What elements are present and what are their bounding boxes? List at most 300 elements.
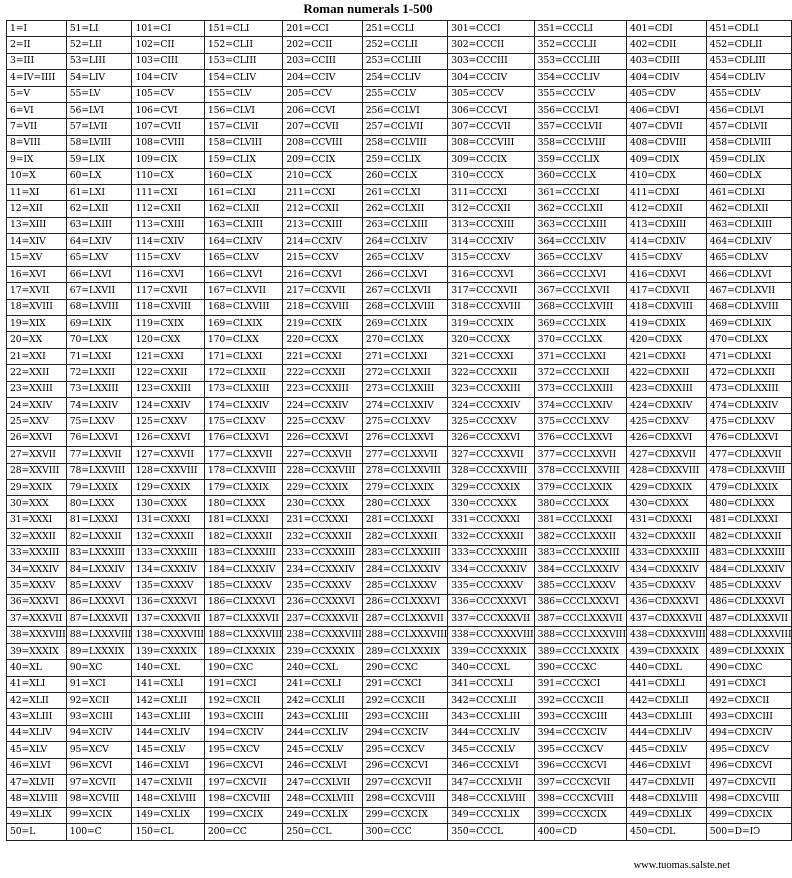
numeral-cell: 354=CCCLIV — [534, 70, 626, 86]
numeral-cell: 171=CLXXI — [204, 348, 282, 364]
numeral-cell: 125=CXXV — [132, 414, 204, 430]
numeral-cell: 136=CXXXVI — [132, 594, 204, 610]
numeral-cell: 52=LII — [66, 37, 132, 53]
numeral-cell: 108=CVIII — [132, 135, 204, 151]
numeral-cell: 65=LXV — [66, 250, 132, 266]
numeral-cell: 46=XLVI — [7, 758, 67, 774]
numeral-cell: 339=CCCXXXIX — [448, 643, 534, 659]
table-row — [7, 102, 792, 118]
numeral-cell: 458=CDLVIII — [706, 135, 792, 151]
numeral-cell: 226=CCXXVI — [283, 430, 362, 446]
numeral-cell: 16=XVI — [7, 266, 67, 282]
numeral-cell: 342=CCCXLII — [448, 693, 534, 709]
numeral-cell: 461=CDLXI — [706, 184, 792, 200]
numeral-cell: 284=CCLXXXIV — [362, 561, 447, 577]
numeral-cell: 415=CDXV — [626, 250, 706, 266]
numeral-cell: 393=CCCXCIII — [534, 709, 626, 725]
numeral-cell: 101=CI — [132, 21, 204, 37]
numeral-cell: 179=CLXXIX — [204, 479, 282, 495]
numeral-cell: 241=CCXLI — [283, 676, 362, 692]
numeral-cell: 49=XLIX — [7, 807, 67, 823]
numeral-cell: 299=CCXCIX — [362, 807, 447, 823]
numeral-cell: 275=CCLXXV — [362, 414, 447, 430]
numeral-cell: 63=LXIII — [66, 217, 132, 233]
numeral-cell: 377=CCCLXXVII — [534, 447, 626, 463]
table-row — [7, 365, 792, 381]
numeral-cell: 254=CCLIV — [362, 70, 447, 86]
numeral-cell: 428=CDXXVIII — [626, 463, 706, 479]
numeral-cell: 2=II — [7, 37, 67, 53]
numeral-cell: 76=LXXVI — [66, 430, 132, 446]
numeral-cell: 380=CCCLXXX — [534, 496, 626, 512]
numeral-cell: 109=CIX — [132, 152, 204, 168]
table-row — [7, 250, 792, 266]
numeral-cell: 343=CCCXLIII — [448, 709, 534, 725]
numeral-cell: 324=CCCXXIV — [448, 397, 534, 413]
numeral-cell: 323=CCCXXIII — [448, 381, 534, 397]
numeral-cell: 369=CCCLXIX — [534, 316, 626, 332]
numeral-cell: 406=CDVI — [626, 102, 706, 118]
table-row — [7, 594, 792, 610]
numeral-cell: 102=CII — [132, 37, 204, 53]
numeral-cell: 475=CDLXXV — [706, 414, 792, 430]
numeral-cell: 495=CDXCV — [706, 742, 792, 758]
numeral-cell: 411=CDXI — [626, 184, 706, 200]
numeral-cell: 390=CCCXC — [534, 660, 626, 676]
numeral-cell: 409=CDIX — [626, 152, 706, 168]
numeral-cell: 264=CCLXIV — [362, 234, 447, 250]
numeral-cell: 41=XLI — [7, 676, 67, 692]
numeral-cell: 312=CCCXII — [448, 201, 534, 217]
numeral-cell: 349=CCCXLIX — [448, 807, 534, 823]
numeral-cell: 203=CCIII — [283, 53, 362, 69]
numeral-cell: 54=LIV — [66, 70, 132, 86]
numeral-cell: 3=III — [7, 53, 67, 69]
numeral-cell: 44=XLIV — [7, 725, 67, 741]
numeral-cell: 392=CCCXCII — [534, 693, 626, 709]
numeral-cell: 224=CCXXIV — [283, 397, 362, 413]
numeral-cell: 288=CCLXXXVIII — [362, 627, 447, 643]
numeral-cell: 28=XXVIII — [7, 463, 67, 479]
numeral-cell: 114=CXIV — [132, 234, 204, 250]
numeral-cell: 19=XIX — [7, 316, 67, 332]
numeral-cell: 118=CXVIII — [132, 299, 204, 315]
numeral-cell: 141=CXLI — [132, 676, 204, 692]
numeral-cell: 300=CCC — [362, 824, 447, 840]
numeral-cell: 474=CDLXXIV — [706, 397, 792, 413]
numeral-cell: 266=CCLXVI — [362, 266, 447, 282]
numeral-cell: 166=CLXVI — [204, 266, 282, 282]
numeral-cell: 115=CXV — [132, 250, 204, 266]
numeral-cell: 313=CCCXIII — [448, 217, 534, 233]
numeral-cell: 229=CCXXIX — [283, 479, 362, 495]
numeral-cell: 22=XXII — [7, 365, 67, 381]
numeral-cell: 330=CCCXXX — [448, 496, 534, 512]
numeral-cell: 61=LXI — [66, 184, 132, 200]
numeral-cell: 193=CXCIII — [204, 709, 282, 725]
numeral-cell: 325=CCCXXV — [448, 414, 534, 430]
numeral-cell: 77=LXXVII — [66, 447, 132, 463]
numeral-cell: 398=CCCXCVIII — [534, 791, 626, 807]
numeral-cell: 169=CLXIX — [204, 316, 282, 332]
numeral-cell: 283=CCLXXXIII — [362, 545, 447, 561]
numeral-cell: 452=CDLII — [706, 37, 792, 53]
numeral-cell: 443=CDXLIII — [626, 709, 706, 725]
numeral-cell: 485=CDLXXXV — [706, 578, 792, 594]
numeral-cell: 130=CXXX — [132, 496, 204, 512]
numeral-cell: 489=CDLXXXIX — [706, 643, 792, 659]
numeral-cell: 167=CLXVII — [204, 283, 282, 299]
numeral-cell: 450=CDL — [626, 824, 706, 840]
numeral-cell: 98=XCVIII — [66, 791, 132, 807]
numeral-cell: 217=CCXVII — [283, 283, 362, 299]
numeral-cell: 439=CDXXXIX — [626, 643, 706, 659]
numeral-cell: 267=CCLXVII — [362, 283, 447, 299]
numeral-cell: 92=XCII — [66, 693, 132, 709]
numeral-cell: 287=CCLXXXVII — [362, 611, 447, 627]
numeral-cell: 145=CXLV — [132, 742, 204, 758]
numeral-cell: 490=CDXC — [706, 660, 792, 676]
numeral-cell: 134=CXXXIV — [132, 561, 204, 577]
numeral-cell: 147=CXLVII — [132, 774, 204, 790]
numeral-cell: 132=CXXXII — [132, 529, 204, 545]
numeral-cell: 416=CDXVI — [626, 266, 706, 282]
numeral-cell: 103=CIII — [132, 53, 204, 69]
table-row — [7, 561, 792, 577]
numeral-cell: 124=CXXIV — [132, 397, 204, 413]
numeral-cell: 306=CCCVI — [448, 102, 534, 118]
numeral-cell: 327=CCCXXVII — [448, 447, 534, 463]
table-row — [7, 348, 792, 364]
table-row — [7, 824, 792, 840]
numeral-cell: 365=CCCLXV — [534, 250, 626, 266]
numeral-cell: 487=CDLXXXVII — [706, 611, 792, 627]
numeral-cell: 426=CDXXVI — [626, 430, 706, 446]
numeral-cell: 175=CLXXV — [204, 414, 282, 430]
numeral-cell: 205=CCV — [283, 86, 362, 102]
numeral-cell: 272=CCLXXII — [362, 365, 447, 381]
table-row — [7, 479, 792, 495]
numeral-cell: 228=CCXXVIII — [283, 463, 362, 479]
numeral-cell: 331=CCCXXXI — [448, 512, 534, 528]
numeral-cell: 180=CLXXX — [204, 496, 282, 512]
numeral-cell: 112=CXII — [132, 201, 204, 217]
table-row — [7, 643, 792, 659]
numeral-cell: 471=CDLXXI — [706, 348, 792, 364]
numeral-cell: 316=CCCXVI — [448, 266, 534, 282]
numeral-cell: 144=CXLIV — [132, 725, 204, 741]
numeral-cell: 348=CCCXLVIII — [448, 791, 534, 807]
numeral-cell: 12=XII — [7, 201, 67, 217]
numeral-cell: 221=CCXXI — [283, 348, 362, 364]
numeral-cell: 318=CCCXVIII — [448, 299, 534, 315]
numeral-cell: 238=CCXXXVIII — [283, 627, 362, 643]
numeral-cell: 81=LXXXI — [66, 512, 132, 528]
numeral-cell: 230=CCXXX — [283, 496, 362, 512]
numeral-cell: 58=LVIII — [66, 135, 132, 151]
numeral-cell: 332=CCCXXXII — [448, 529, 534, 545]
numeral-cell: 423=CDXXIII — [626, 381, 706, 397]
table-row — [7, 21, 792, 37]
numeral-cell: 27=XXVII — [7, 447, 67, 463]
numeral-cell: 110=CX — [132, 168, 204, 184]
numeral-cell: 69=LXIX — [66, 316, 132, 332]
numeral-cell: 79=LXXIX — [66, 479, 132, 495]
numeral-cell: 273=CCLXXIII — [362, 381, 447, 397]
table-row — [7, 627, 792, 643]
numeral-cell: 172=CLXXII — [204, 365, 282, 381]
numeral-cell: 322=CCCXXII — [448, 365, 534, 381]
table-row — [7, 545, 792, 561]
numeral-cell: 470=CDLXX — [706, 332, 792, 348]
numeral-cell: 391=CCCXCI — [534, 676, 626, 692]
numeral-cell: 184=CLXXXIV — [204, 561, 282, 577]
table-row — [7, 316, 792, 332]
numeral-cell: 56=LVI — [66, 102, 132, 118]
numeral-cell: 10=X — [7, 168, 67, 184]
numeral-cell: 235=CCXXXV — [283, 578, 362, 594]
numeral-cell: 137=CXXXVII — [132, 611, 204, 627]
numeral-cell: 88=LXXXVIII — [66, 627, 132, 643]
numeral-cell: 113=CXIII — [132, 217, 204, 233]
numeral-cell: 207=CCVII — [283, 119, 362, 135]
numeral-cell: 404=CDIV — [626, 70, 706, 86]
numeral-cell: 255=CCLV — [362, 86, 447, 102]
numeral-cell: 160=CLX — [204, 168, 282, 184]
numeral-cell: 361=CCCLXI — [534, 184, 626, 200]
numeral-cell: 96=XCVI — [66, 758, 132, 774]
table-row — [7, 53, 792, 69]
table-row — [7, 37, 792, 53]
numeral-cell: 395=CCCXCV — [534, 742, 626, 758]
numeral-cell: 106=CVI — [132, 102, 204, 118]
numeral-cell: 71=LXXI — [66, 348, 132, 364]
numeral-cell: 154=CLIV — [204, 70, 282, 86]
numeral-cell: 75=LXXV — [66, 414, 132, 430]
numeral-cell: 135=CXXXV — [132, 578, 204, 594]
numeral-cell: 262=CCLXII — [362, 201, 447, 217]
numeral-cell: 370=CCCLXX — [534, 332, 626, 348]
numeral-cell: 459=CDLIX — [706, 152, 792, 168]
numeral-cell: 289=CCLXXXIX — [362, 643, 447, 659]
numeral-cell: 158=CLVIII — [204, 135, 282, 151]
table-row — [7, 283, 792, 299]
numeral-cell: 18=XVIII — [7, 299, 67, 315]
numeral-cell: 268=CCLXVIII — [362, 299, 447, 315]
numeral-cell: 261=CCLXI — [362, 184, 447, 200]
numeral-cell: 418=CDXVIII — [626, 299, 706, 315]
numeral-cell: 42=XLII — [7, 693, 67, 709]
numeral-cell: 457=CDLVII — [706, 119, 792, 135]
numeral-cell: 26=XXVI — [7, 430, 67, 446]
numeral-cell: 163=CLXIII — [204, 217, 282, 233]
numeral-cell: 444=CDXLIV — [626, 725, 706, 741]
table-row — [7, 447, 792, 463]
table-body — [7, 21, 792, 841]
numeral-cell: 382=CCCLXXXII — [534, 529, 626, 545]
numeral-cell: 494=CDXCIV — [706, 725, 792, 741]
numeral-cell: 170=CLXX — [204, 332, 282, 348]
numeral-cell: 350=CCCL — [448, 824, 534, 840]
numeral-cell: 477=CDLXXVII — [706, 447, 792, 463]
numeral-cell: 362=CCCLXII — [534, 201, 626, 217]
numeral-cell: 40=XL — [7, 660, 67, 676]
numeral-cell: 90=XC — [66, 660, 132, 676]
numeral-cell: 295=CCXCV — [362, 742, 447, 758]
numeral-cell: 253=CCLIII — [362, 53, 447, 69]
numeral-cell: 6=VI — [7, 102, 67, 118]
numeral-cell: 159=CLIX — [204, 152, 282, 168]
numeral-cell: 304=CCCIV — [448, 70, 534, 86]
numeral-cell: 486=CDLXXXVI — [706, 594, 792, 610]
numeral-cell: 422=CDXXII — [626, 365, 706, 381]
numeral-cell: 492=CDXCII — [706, 693, 792, 709]
numeral-cell: 446=CDXLVI — [626, 758, 706, 774]
numeral-cell: 155=CLV — [204, 86, 282, 102]
numeral-cell: 280=CCLXXX — [362, 496, 447, 512]
numeral-cell: 7=VII — [7, 119, 67, 135]
numeral-cell: 469=CDLXIX — [706, 316, 792, 332]
table-row — [7, 791, 792, 807]
numeral-cell: 80=LXXX — [66, 496, 132, 512]
numeral-cell: 70=LXX — [66, 332, 132, 348]
numeral-cell: 48=XLVIII — [7, 791, 67, 807]
numeral-cell: 191=CXCI — [204, 676, 282, 692]
numeral-cell: 35=XXXV — [7, 578, 67, 594]
numeral-cell: 104=CIV — [132, 70, 204, 86]
numeral-cell: 1=I — [7, 21, 67, 37]
numeral-cell: 29=XXIX — [7, 479, 67, 495]
numeral-cell: 82=LXXXII — [66, 529, 132, 545]
numeral-cell: 161=CLXI — [204, 184, 282, 200]
numeral-cell: 310=CCCX — [448, 168, 534, 184]
numeral-cell: 445=CDXLV — [626, 742, 706, 758]
roman-numerals-table — [6, 20, 792, 841]
numeral-cell: 142=CXLII — [132, 693, 204, 709]
numeral-cell: 47=XLVII — [7, 774, 67, 790]
numeral-cell: 387=CCCLXXXVII — [534, 611, 626, 627]
numeral-cell: 424=CDXXIV — [626, 397, 706, 413]
numeral-cell: 498=CDXCVIII — [706, 791, 792, 807]
numeral-cell: 152=CLII — [204, 37, 282, 53]
numeral-cell: 410=CDX — [626, 168, 706, 184]
numeral-cell: 32=XXXII — [7, 529, 67, 545]
numeral-cell: 357=CCCLVII — [534, 119, 626, 135]
numeral-cell: 123=CXXIII — [132, 381, 204, 397]
numeral-cell: 190=CXC — [204, 660, 282, 676]
numeral-cell: 57=LVII — [66, 119, 132, 135]
numeral-cell: 455=CDLV — [706, 86, 792, 102]
numeral-cell: 223=CCXXIII — [283, 381, 362, 397]
numeral-cell: 181=CLXXXI — [204, 512, 282, 528]
numeral-cell: 336=CCCXXXVI — [448, 594, 534, 610]
numeral-cell: 467=CDLXVII — [706, 283, 792, 299]
numeral-cell: 24=XXIV — [7, 397, 67, 413]
numeral-cell: 427=CDXXVII — [626, 447, 706, 463]
table-row — [7, 676, 792, 692]
table-row — [7, 725, 792, 741]
numeral-cell: 242=CCXLII — [283, 693, 362, 709]
numeral-cell: 374=CCCLXXIV — [534, 397, 626, 413]
numeral-cell: 212=CCXII — [283, 201, 362, 217]
numeral-cell: 67=LXVII — [66, 283, 132, 299]
table-row — [7, 709, 792, 725]
numeral-cell: 34=XXXIV — [7, 561, 67, 577]
numeral-cell: 62=LXII — [66, 201, 132, 217]
numeral-cell: 131=CXXXI — [132, 512, 204, 528]
numeral-cell: 5=V — [7, 86, 67, 102]
numeral-cell: 100=C — [66, 824, 132, 840]
table-row — [7, 70, 792, 86]
numeral-cell: 329=CCCXXIX — [448, 479, 534, 495]
numeral-cell: 15=XV — [7, 250, 67, 266]
numeral-cell: 206=CCVI — [283, 102, 362, 118]
numeral-cell: 435=CDXXXV — [626, 578, 706, 594]
numeral-cell: 87=LXXXVII — [66, 611, 132, 627]
numeral-cell: 248=CCXLVIII — [283, 791, 362, 807]
numeral-cell: 447=CDXLVII — [626, 774, 706, 790]
numeral-cell: 246=CCXLVI — [283, 758, 362, 774]
numeral-cell: 204=CCIV — [283, 70, 362, 86]
numeral-cell: 9=IX — [7, 152, 67, 168]
numeral-cell: 453=CDLIII — [706, 53, 792, 69]
numeral-cell: 403=CDIII — [626, 53, 706, 69]
numeral-cell: 420=CDXX — [626, 332, 706, 348]
numeral-cell: 73=LXXIII — [66, 381, 132, 397]
numeral-cell: 239=CCXXXIX — [283, 643, 362, 659]
numeral-cell: 107=CVII — [132, 119, 204, 135]
numeral-cell: 111=CXI — [132, 184, 204, 200]
table-row — [7, 529, 792, 545]
numeral-cell: 37=XXXVII — [7, 611, 67, 627]
numeral-cell: 399=CCCXCIX — [534, 807, 626, 823]
numeral-cell: 200=CC — [204, 824, 282, 840]
numeral-cell: 116=CXVI — [132, 266, 204, 282]
numeral-cell: 355=CCCLV — [534, 86, 626, 102]
table-row — [7, 807, 792, 823]
numeral-cell: 294=CCXCIV — [362, 725, 447, 741]
numeral-cell: 94=XCIV — [66, 725, 132, 741]
numeral-cell: 119=CXIX — [132, 316, 204, 332]
numeral-cell: 13=XIII — [7, 217, 67, 233]
table-row — [7, 742, 792, 758]
numeral-cell: 407=CDVII — [626, 119, 706, 135]
numeral-cell: 182=CLXXXII — [204, 529, 282, 545]
numeral-cell: 356=CCCLVI — [534, 102, 626, 118]
numeral-cell: 496=CDXCVI — [706, 758, 792, 774]
numeral-cell: 413=CDXIII — [626, 217, 706, 233]
numeral-cell: 177=CLXXVII — [204, 447, 282, 463]
numeral-cell: 97=XCVII — [66, 774, 132, 790]
numeral-cell: 311=CCCXI — [448, 184, 534, 200]
numeral-cell: 429=CDXXIX — [626, 479, 706, 495]
numeral-cell: 379=CCCLXXIX — [534, 479, 626, 495]
numeral-cell: 473=CDLXXIII — [706, 381, 792, 397]
numeral-cell: 72=LXXII — [66, 365, 132, 381]
numeral-cell: 237=CCXXXVII — [283, 611, 362, 627]
numeral-cell: 216=CCXVI — [283, 266, 362, 282]
numeral-cell: 146=CXLVI — [132, 758, 204, 774]
numeral-cell: 86=LXXXVI — [66, 594, 132, 610]
numeral-cell: 188=CLXXXVIII — [204, 627, 282, 643]
numeral-cell: 285=CCLXXXV — [362, 578, 447, 594]
numeral-cell: 25=XXV — [7, 414, 67, 430]
numeral-cell: 192=CXCII — [204, 693, 282, 709]
numeral-cell: 165=CLXV — [204, 250, 282, 266]
table-row — [7, 217, 792, 233]
numeral-cell: 208=CCVIII — [283, 135, 362, 151]
numeral-cell: 214=CCXIV — [283, 234, 362, 250]
